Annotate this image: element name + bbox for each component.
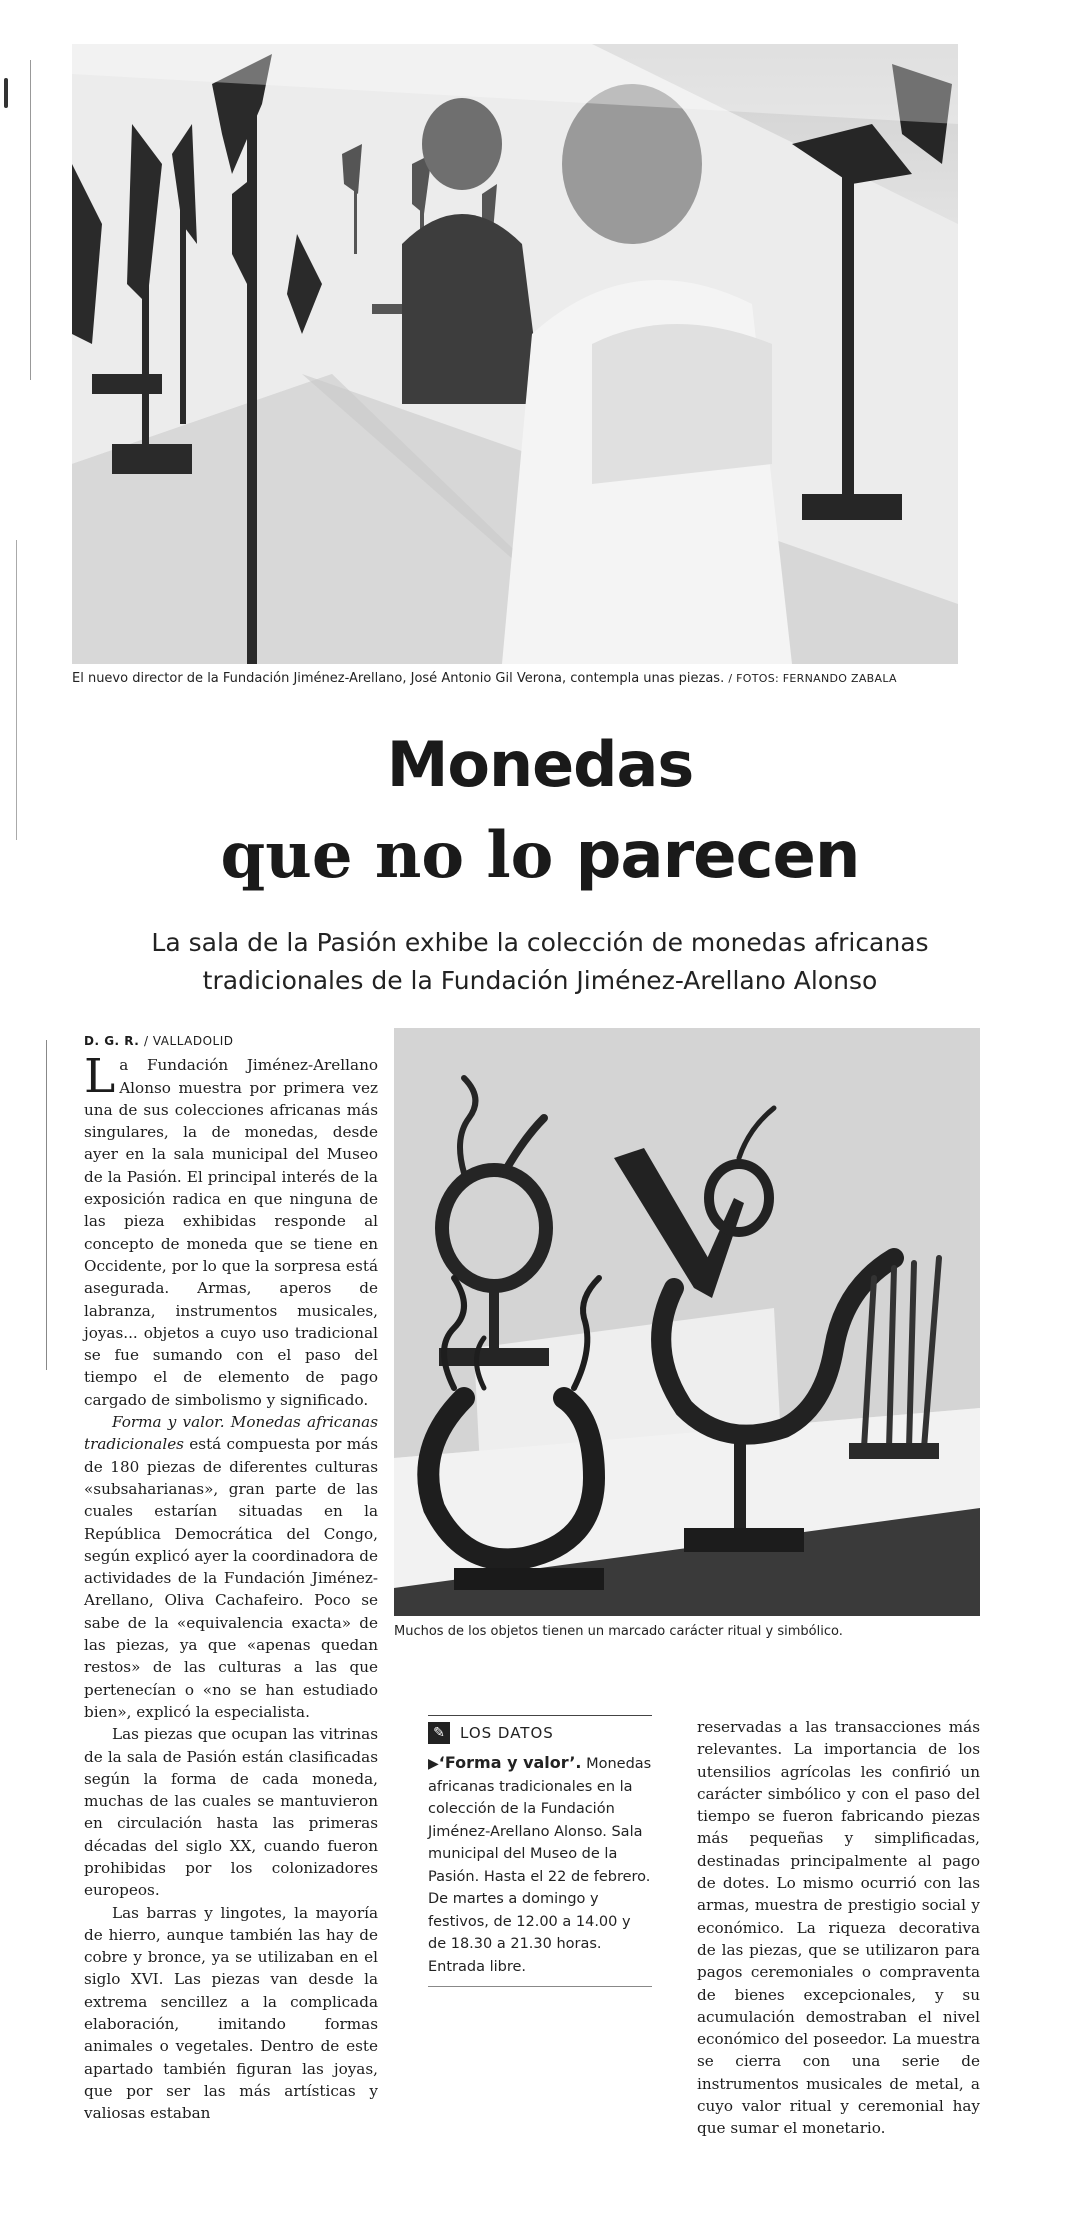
subhead-line-2: tradicionales de la Fundación Jiménez-Arellano Alonso <box>202 966 878 995</box>
headline-line-2b: parecen <box>575 819 860 893</box>
mid-photo-caption: Muchos de los objetos tienen un marcado carácter ritual y simbólico. <box>394 1624 843 1639</box>
datos-lead: ‘Forma y valor’. <box>438 1753 582 1772</box>
article-paragraph-1 <box>84 1049 378 1411</box>
top-photo-caption-text: El nuevo director de la Fundación Jiménez-Arellano, José Antonio Gil Verona, contempla unas piezas. <box>72 671 725 686</box>
datos-title: LOS DATOS <box>460 1724 554 1742</box>
headline-line-2a: que no lo <box>220 818 576 893</box>
byline <box>84 1030 378 1052</box>
article-paragraph-5: reservadas a las transacciones más relevantes. La importancia de los utensilios agrícolas les confirió un carácter simbólico y con el paso del tiempo se fueron fabricando piezas más pequeñas y simplificadas, destinadas principalmente al pago de dotes. Lo mismo ocurrió con las armas, muestra de prestigio social y económico. La riqueza decorativa de las piezas, que se utilizaron para pagos ceremoniales o compraventa de bienes excepcionales, y su acumulación demostraban el nivel económico del poseedor. La muestra se cierra con una serie de instrumentos musicales de metal, a cuyo valor ritual y ceremonial hay que sumar el monetario. <box>697 1718 980 2138</box>
scan-mark-line-1 <box>30 60 31 380</box>
info-icon: ✎ <box>428 1722 450 1744</box>
subhead <box>90 924 990 1000</box>
datos-body <box>428 1752 652 1987</box>
article-paragraph-3: Las piezas que ocupan las vitrinas de la sala de Pasión están clasificadas según la forma de cada moneda, muchas de las cuales se mantuvieron en circulación hasta las primeras décadas del siglo XX, cuando fueron prohibidas por los colonizadores europeos. <box>84 1725 378 1900</box>
subhead-line-1: La sala de la Pasión exhibe la colección de monedas africanas <box>151 928 929 957</box>
scan-mark-top <box>4 78 8 108</box>
headline-line-2 <box>60 818 1020 893</box>
mid-photo-illustration <box>394 1028 980 1616</box>
datos-text: Monedas africanas tradicionales en la colección de la Fundación Jiménez-Arellano Alonso. Sala municipal del Museo de la Pasión. Hasta el 22 de febrero. De martes a domingo y festivos, de 12.00 a 14.00 y de 18.30 a 21.30 horas. Entrada libre. <box>428 1756 652 1975</box>
mid-photo <box>394 1028 980 1616</box>
article-column-right <box>697 1716 980 2140</box>
byline-place: / VALLADOLID <box>144 1034 234 1048</box>
top-photo <box>72 44 958 664</box>
article-paragraph-1-text: a Fundación Jiménez-Arellano Alonso muestra por primera vez una de sus colecciones africanas más singulares, la de monedas, desde ayer en la sala municipal del Museo de la Pasión. El principal interés de la exposición radica en que ninguna de las pieza exhibidas responde al concepto de moneda que se tiene en Occidente, por lo que la sorpresa está asegurada. Armas, aperos de labranza, instrumentos musicales, joyas... objetos a cuyo uso tradicional se fue sumando con el paso del tiempo el de elemento de pago cargado de simbolismo y significado. <box>84 1056 378 1409</box>
byline-author: D. G. R. <box>84 1034 140 1048</box>
datos-box <box>428 1715 652 1987</box>
article-paragraph-2-text: está compuesta por más de 180 piezas de diferentes culturas «subsaharianas», gran parte de las cuales estarían situadas en la República Democrática del Congo, según explicó ayer la coordinadora de actividades de la Fundación Jiménez-Arellano, Oliva Cachafeiro. Poco se sabe de la «equivalencia exacta» de las piezas, ya que «apenas quedan restos» de las culturas a las que pertenecían o «no se han estudiado bien», explicó la especialista. <box>84 1435 378 1721</box>
dropcap: L <box>84 1049 116 1105</box>
article-paragraph-4: Las barras y lingotes, la mayoría de hierro, aunque también las hay de cobre y bronce, ya se utilizaban en el siglo XVI. Las piezas van desde la extrema sencillez a la complicada elaboración, imitando formas animales o vegetales. Dentro de este apartado también figuran las joyas, que por ser las más artísticas y valiosas estaban <box>84 1903 378 2123</box>
datos-header <box>428 1715 652 1746</box>
top-photo-illustration <box>72 44 958 664</box>
headline-line-1: Monedas <box>386 728 694 801</box>
article-paragraph-2 <box>84 1411 378 1723</box>
top-photo-credit: / FOTOS: FERNANDO ZABALA <box>728 672 897 685</box>
article-paragraph-2-title: Forma y valor. Monedas africanas tradicionales <box>84 1413 378 1454</box>
scan-mark-line-3 <box>46 1040 47 1370</box>
article-column-left <box>84 1030 378 2125</box>
top-photo-caption <box>72 671 897 686</box>
arrow-icon: ▶ <box>428 1756 439 1772</box>
scan-mark-line-2 <box>16 540 17 840</box>
